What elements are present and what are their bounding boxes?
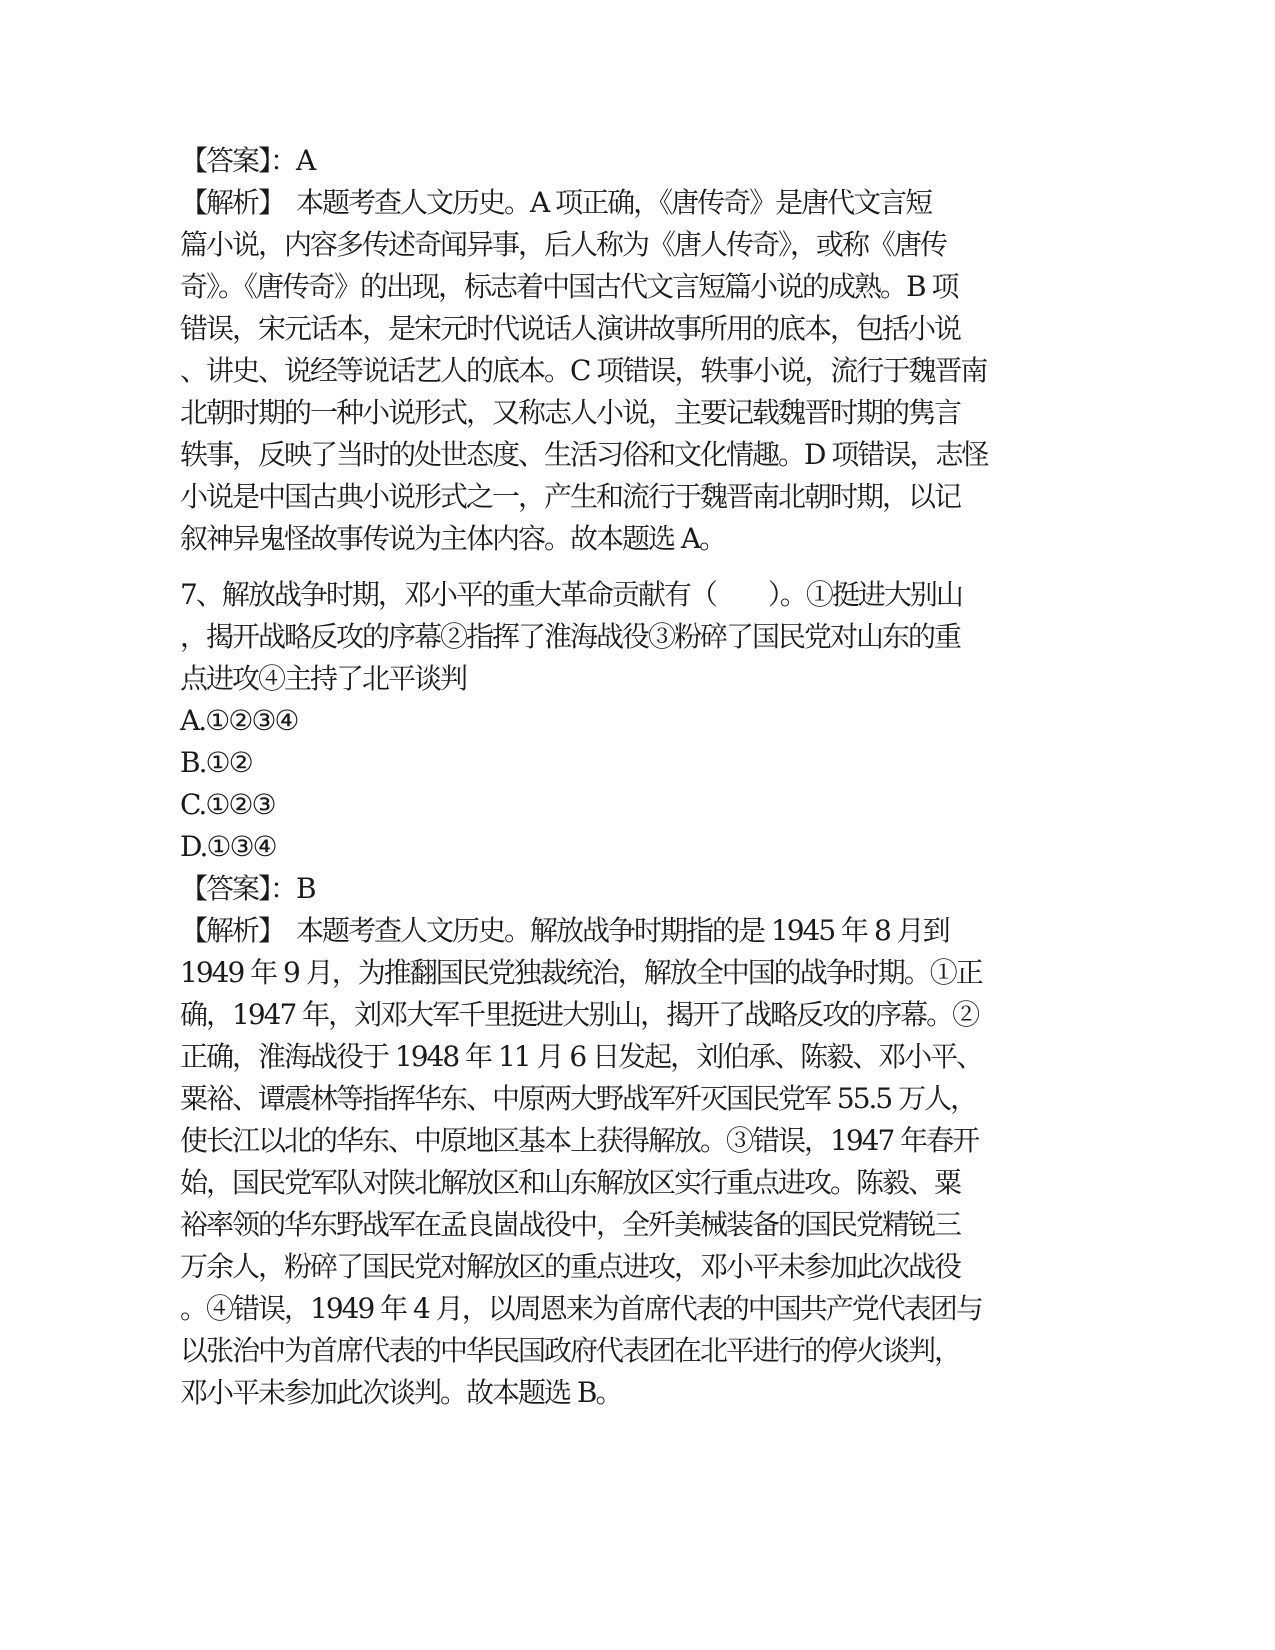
analysis-line: 、讲史、说经等说话艺人的底本。C 项错误，轶事小说，流行于魏晋南 [180, 354, 987, 387]
analysis-line: 确，1947 年，刘邓大军千里挺进大别山，揭开了战略反攻的序幕。② [180, 998, 979, 1031]
analysis-line: 错误，宋元话本，是宋元时代说话人演讲故事所用的底本，包括小说 [180, 312, 961, 345]
analysis-line: 叙神异鬼怪故事传说为主体内容。故本题选 A。 [180, 522, 726, 555]
answer-line: 【答案】：A [180, 144, 315, 177]
analysis-line: 奇》。《唐传奇》的出现，标志着中国古代文言短篇小说的成熟。B 项 [180, 270, 958, 303]
analysis-line: 使长江以北的华东、中原地区基本上获得解放。③错误，1947 年春开 [180, 1124, 979, 1157]
analysis-line: 北朝时期的一种小说形式，又称志人小说，主要记载魏晋时期的隽言 [180, 396, 961, 429]
analysis-line: 小说是中国古典小说形式之一，产生和流行于魏晋南北朝时期，以记 [180, 480, 961, 513]
analysis-line: 篇小说，内容多传述奇闻异事，后人称为《唐人传奇》，或称《唐传 [180, 228, 947, 261]
option-c: C.①②③ [180, 788, 275, 821]
question-text-line: 7、解放战争时期，邓小平的重大革命贡献有（ ）。①挺进大别山 [180, 578, 962, 611]
analysis-line: 。④错误，1949 年 4 月，以周恩来为首席代表的中国共产党代表团与 [180, 1292, 982, 1325]
option-a: A.①②③④ [180, 704, 298, 737]
option-b: B.①② [180, 746, 252, 779]
option-d: D.①③④ [180, 830, 276, 863]
question-text-line: ，揭开战略反攻的序幕②指挥了淮海战役③粉碎了国民党对山东的重 [180, 620, 961, 653]
analysis-line: 邓小平未参加此次谈判。故本题选 B。 [180, 1376, 622, 1409]
analysis-line: 裕率领的华东野战军在孟良崮战役中，全歼美械装备的国民党精锐三 [180, 1208, 961, 1241]
analysis-line: 【解析】 本题考查人文历史。A 项正确，《唐传奇》是唐代文言短 [180, 186, 932, 219]
analysis-line: 始，国民党军队对陕北解放区和山东解放区实行重点进攻。陈毅、粟 [180, 1166, 961, 1199]
answer-line: 【答案】：B [180, 872, 315, 905]
analysis-line: 1949 年 9 月，为推翻国民党独裁统治，解放全中国的战争时期。①正 [180, 956, 982, 989]
analysis-line: 以张治中为首席代表的中华民国政府代表团在北平进行的停火谈判， [180, 1334, 961, 1367]
analysis-line: 万余人，粉碎了国民党对解放区的重点进攻，邓小平未参加此次战役 [180, 1250, 961, 1283]
question-text-line: 点进攻④主持了北平谈判 [180, 662, 467, 695]
analysis-line: 【解析】 本题考查人文历史。解放战争时期指的是 1945 年 8 月到 [180, 914, 949, 947]
analysis-line: 正确，淮海战役于 1948 年 11 月 6 日发起，刘伯承、陈毅、邓小平、 [180, 1040, 983, 1073]
analysis-line: 粟裕、谭震林等指挥华东、中原两大野战军歼灭国民党军 55.5 万人， [180, 1082, 977, 1115]
analysis-line: 轶事，反映了当时的处世态度、生活习俗和文化情趣。D 项错误，志怪 [180, 438, 988, 471]
